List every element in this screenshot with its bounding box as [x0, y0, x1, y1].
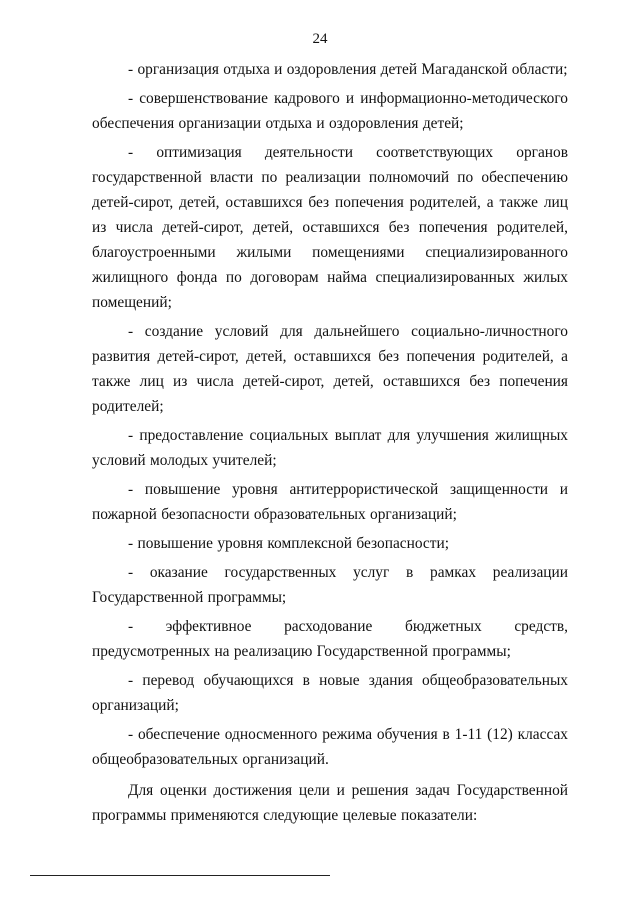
list-item-new-buildings: - перевод обучающихся в новые здания общеобразовательных организаций;: [92, 672, 568, 714]
list-item-complex-safety: - повышение уровня комплексной безопасности;: [128, 535, 450, 552]
list-item-optimization-of-authorities: - оптимизация деятельности соответствующих органов государственной власти по реализации полномочий по обеспечению детей-сирот, детей, оставшихся без попечения родителей, а также лиц из числа детей-сирот, детей, оставшихся без попечения родителей, благоустроенными жилыми помещениями специализированного жилищного фонда по договорам найма специализированных жилых помещений;: [92, 144, 568, 311]
page-number: 24: [312, 31, 328, 47]
list-item-staff-improvement: - совершенствование кадрового и информационно-методического обеспечения организации отдыха и оздоровления детей;: [92, 90, 568, 132]
document-body: [92, 57, 568, 832]
closing-paragraph: Для оценки достижения цели и решения задач Государственной программы применяются следующие целевые показатели:: [92, 782, 568, 824]
list-item-budget-spending: - эффективное расходование бюджетных средств, предусмотренных на реализацию Государственной программы;: [92, 618, 568, 660]
list-item-social-development: - создание условий для дальнейшего социально-личностного развития детей-сирот, детей, оставшихся без попечения родителей, а также лиц из числа детей-сирот, детей, оставшихся без попечения родителей;: [92, 323, 568, 415]
list-item-organization-of-rest: - организация отдыха и оздоровления детей Магаданской области;: [128, 61, 568, 78]
footnote-divider: [30, 875, 330, 876]
list-item-state-services: - оказание государственных услуг в рамках реализации Государственной программы;: [92, 564, 568, 606]
list-item-social-payments: - предоставление социальных выплат для улучшения жилищных условий молодых учителей;: [92, 427, 568, 469]
list-item-single-shift: - обеспечение односменного режима обучения в 1-11 (12) классах общеобразовательных организаций.: [92, 726, 568, 768]
list-item-antiterror-protection: - повышение уровня антитеррористической защищенности и пожарной безопасности образовательных организаций;: [92, 481, 568, 523]
